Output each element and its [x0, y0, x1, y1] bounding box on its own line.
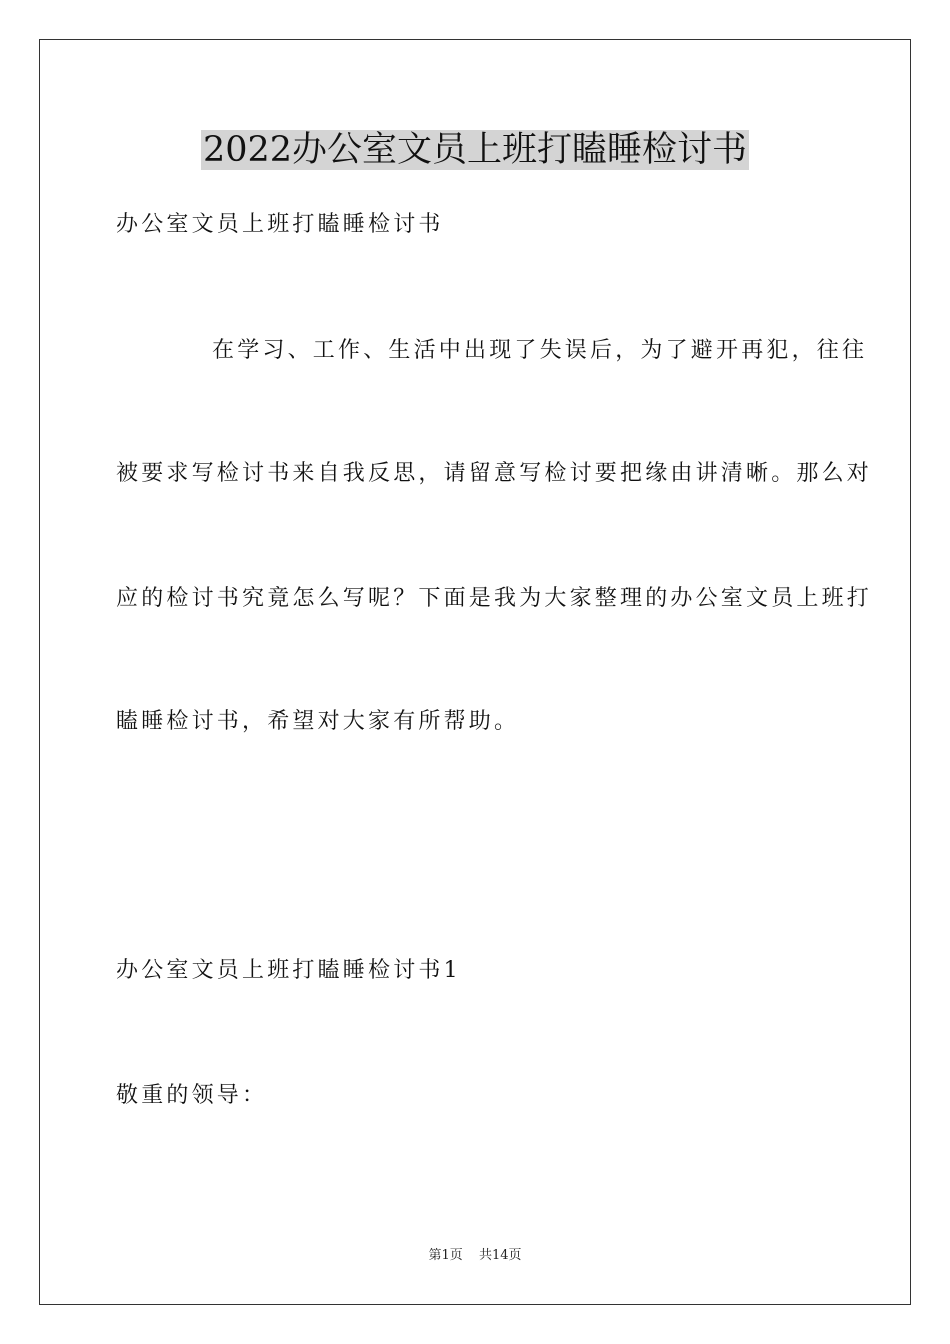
intro-line-1: 在学习、工作、生活中出现了失误后，为了避开再犯，往往 [212, 338, 868, 363]
intro-line-2: 被要求写检讨书来自我反思，请留意写检讨要把缘由讲清晰。那么对 [116, 461, 873, 486]
page-number: 第1页 [428, 1248, 463, 1263]
intro-line-4: 瞌睡检讨书，希望对大家有所帮助。 [116, 709, 520, 734]
page-total: 共14页 [478, 1248, 522, 1263]
intro-line-3: 应的检讨书究竟怎么写呢？下面是我为大家整理的办公室文员上班打 [116, 586, 873, 611]
salutation: 敬重的领导： [116, 1083, 268, 1108]
document-title: 2022办公室文员上班打瞌睡检讨书 [202, 130, 748, 170]
section-heading: 办公室文员上班打瞌睡检讨书1 [116, 958, 461, 983]
document-subtitle: 办公室文员上班打瞌睡检讨书 [116, 212, 444, 237]
page-footer [0, 1248, 950, 1264]
document-title-container [0, 130, 950, 170]
